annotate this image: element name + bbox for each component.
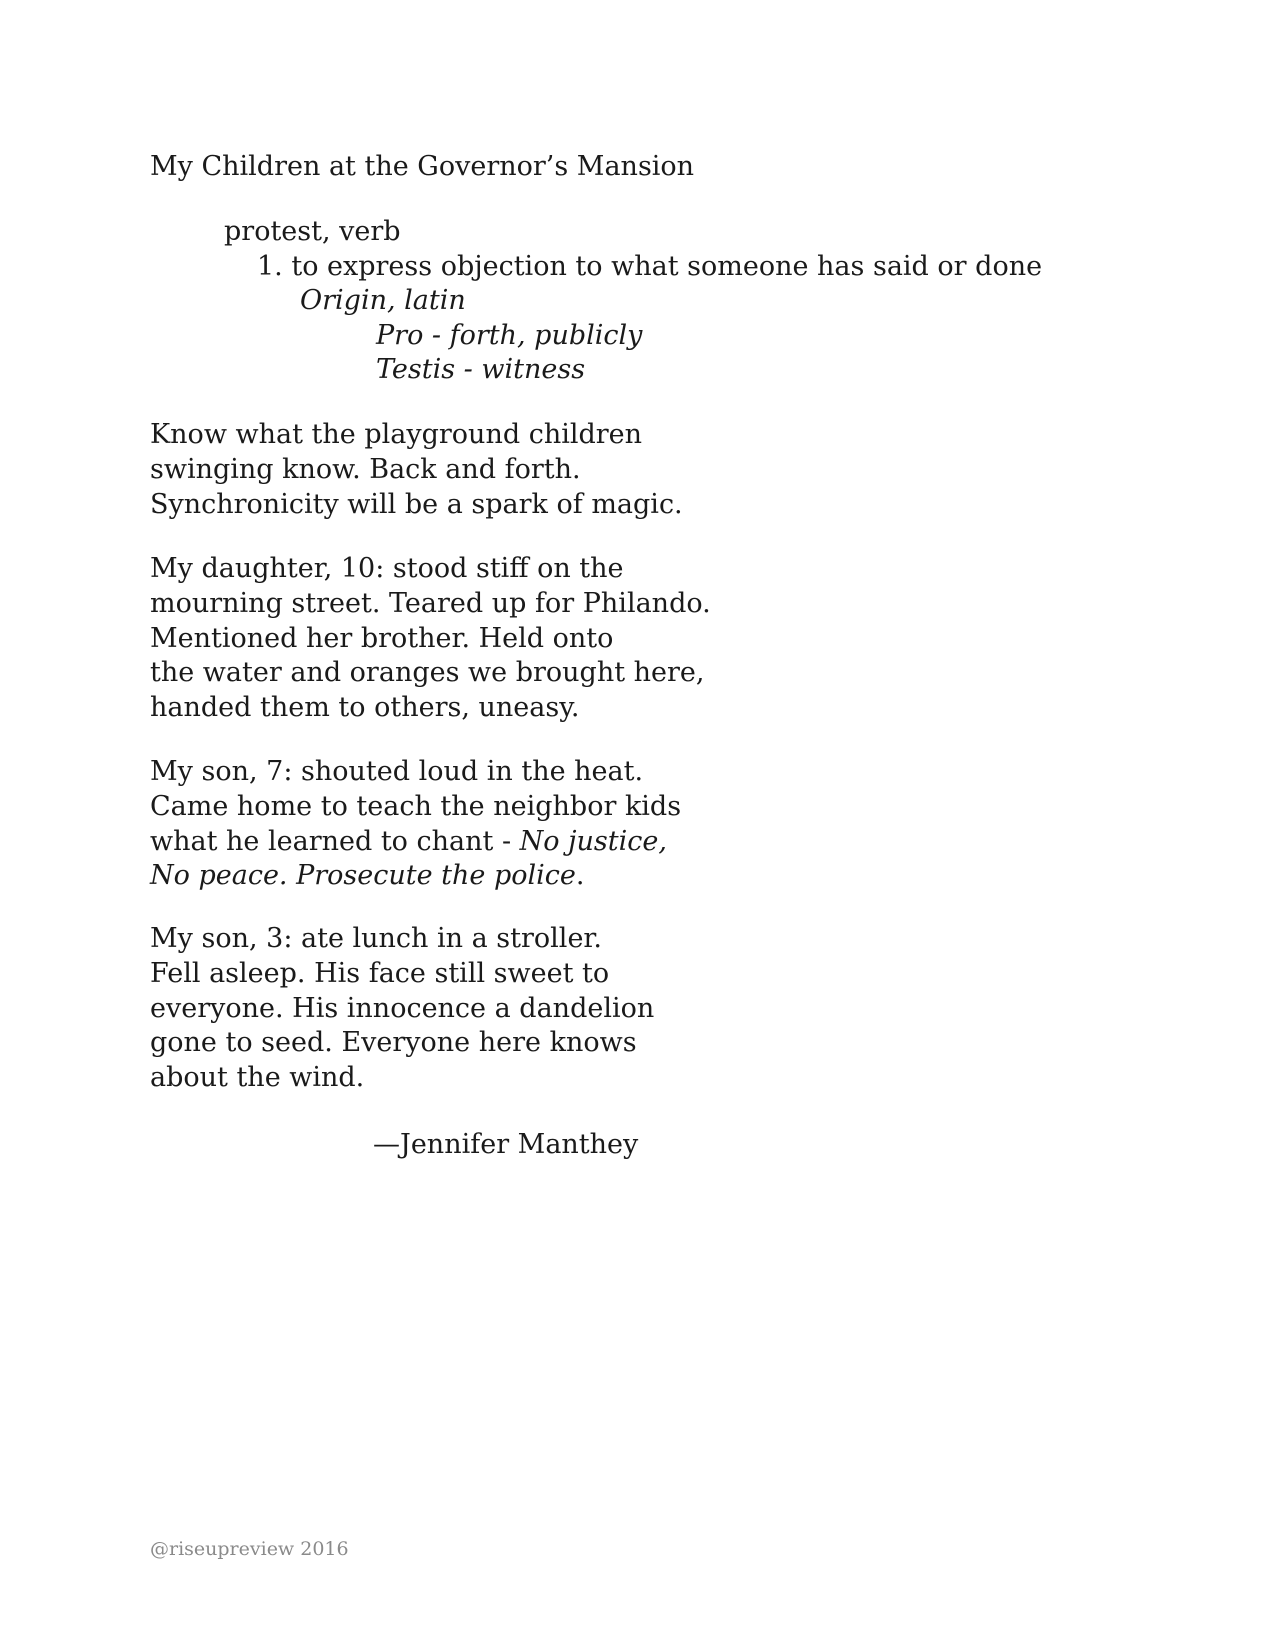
poem-line-italic: No peace. Prosecute the police xyxy=(150,860,576,892)
poem-line: My son, 3: ate lunch in a stroller. xyxy=(150,923,602,954)
poem-line: swinging know. Back and forth. xyxy=(150,453,581,485)
poem-line-plain: what he learned to chant - xyxy=(150,825,520,857)
poem-line: Know what the playground children xyxy=(150,419,643,450)
poem-line xyxy=(150,825,681,860)
poem-title: My Children at the Governor’s Mansion xyxy=(150,151,695,182)
author-signature: —Jennifer Manthey xyxy=(373,1129,639,1160)
poem-line: Mentioned her brother. Held onto xyxy=(150,622,614,654)
definition-block xyxy=(150,215,1042,388)
definition-meaning: 1. to express objection to what someone has said or done xyxy=(257,250,1043,282)
poem-line: about the wind. xyxy=(150,1062,365,1094)
poem-line: Fell asleep. His face still sweet to xyxy=(150,957,610,989)
stanza-playground xyxy=(150,418,683,522)
poem-line: My daughter, 10: stood stiff on the xyxy=(150,553,624,584)
definition-term: protest, verb xyxy=(224,216,401,247)
poem-line: My son, 7: shouted loud in the heat. xyxy=(150,756,644,787)
poem-line-italic: No justice, xyxy=(519,825,667,857)
poem-line: gone to seed. Everyone here knows xyxy=(150,1027,637,1059)
poem-line: mourning street. Teared up for Philando. xyxy=(150,587,711,619)
definition-root: Testis - witness xyxy=(376,354,586,385)
poem-line xyxy=(150,859,681,894)
poem-line: the water and oranges we brought here, xyxy=(150,657,705,689)
poem-line: Came home to teach the neighbor kids xyxy=(150,790,682,822)
stanza-daughter xyxy=(150,552,711,726)
stanza-son-three xyxy=(150,922,654,1096)
definition-root: Pro - forth, publicly xyxy=(376,319,643,351)
definition-origin: Origin, latin xyxy=(300,285,466,316)
stanza-son-seven xyxy=(150,755,681,894)
poem-line-plain: . xyxy=(575,860,585,892)
poem-line: everyone. His innocence a dandelion xyxy=(150,992,655,1024)
poem-line: Synchronicity will be a spark of magic. xyxy=(150,488,683,520)
footer-credit: @riseupreview 2016 xyxy=(150,1538,349,1560)
poem-line: handed them to others, uneasy. xyxy=(150,692,580,724)
